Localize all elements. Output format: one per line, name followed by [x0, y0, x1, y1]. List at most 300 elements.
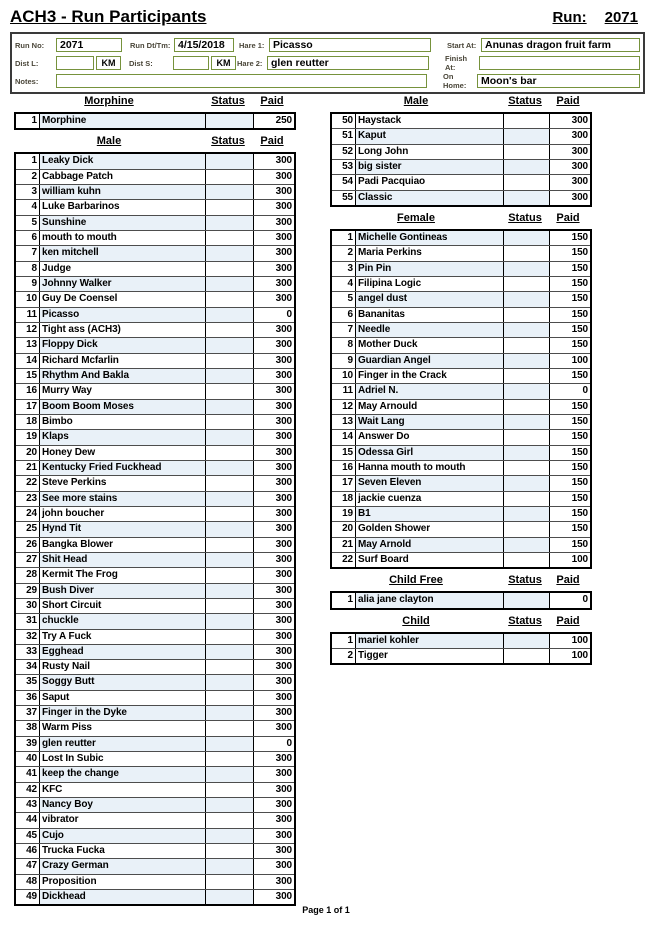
- dist-l-label: Dist L:: [15, 58, 39, 68]
- participant-name: Murry Way: [40, 384, 206, 398]
- participant-number: 7: [16, 246, 40, 260]
- participant-paid: 0: [254, 737, 294, 751]
- table-row: [16, 614, 294, 629]
- participant-paid: 300: [254, 507, 294, 521]
- participant-status: [206, 354, 254, 368]
- participant-number: 9: [16, 277, 40, 291]
- participant-paid: 300: [254, 430, 294, 444]
- table-row: [16, 721, 294, 736]
- participant-status: [206, 338, 254, 352]
- participant-name: Kentucky Fried Fuckhead: [40, 461, 206, 475]
- table-row: [332, 507, 590, 522]
- participant-name: vibrator: [40, 813, 206, 827]
- table-row: [16, 538, 294, 553]
- table-row: [332, 384, 590, 399]
- participant-number: 36: [16, 691, 40, 705]
- participant-number: 47: [16, 859, 40, 873]
- table-row: [16, 553, 294, 568]
- table-row: [332, 114, 590, 129]
- participant-paid: 300: [550, 114, 590, 128]
- participant-name: Finger in the Crack: [356, 369, 504, 383]
- paid-column-header: Paid: [556, 614, 580, 627]
- run-no-label: Run No:: [15, 40, 45, 50]
- table-row: [16, 323, 294, 338]
- run-number: 2071: [604, 9, 638, 26]
- participant-status: [504, 430, 550, 444]
- participant-number: 11: [332, 384, 356, 398]
- participant-paid: 300: [254, 384, 294, 398]
- table-row: [16, 277, 294, 292]
- table-row: [16, 369, 294, 384]
- participants-column-left: [14, 95, 296, 911]
- table-row: [16, 706, 294, 721]
- participant-number: 16: [16, 384, 40, 398]
- section-title: Morphine: [84, 95, 134, 107]
- participant-paid: 150: [550, 492, 590, 506]
- participant-name: alia jane clayton: [356, 593, 504, 607]
- participant-number: 10: [332, 369, 356, 383]
- participant-number: 8: [332, 338, 356, 352]
- table-row: [16, 630, 294, 645]
- table-row: [16, 185, 294, 200]
- dist-s-field: [173, 56, 209, 70]
- section-header: [14, 135, 296, 149]
- participant-status: [504, 461, 550, 475]
- table-row: [16, 507, 294, 522]
- participant-paid: 300: [254, 231, 294, 245]
- participant-paid: 300: [254, 660, 294, 674]
- participant-name: Nancy Boy: [40, 798, 206, 812]
- participant-paid: 300: [254, 645, 294, 659]
- participant-name: Needle: [356, 323, 504, 337]
- table-row: [16, 844, 294, 859]
- participant-status: [206, 384, 254, 398]
- table-row: [16, 415, 294, 430]
- participant-paid: 150: [550, 415, 590, 429]
- participant-status: [206, 154, 254, 168]
- participant-paid: 300: [254, 170, 294, 184]
- participant-status: [206, 614, 254, 628]
- participant-paid: 300: [254, 277, 294, 291]
- start-at-field: Anunas dragon fruit farm: [481, 38, 640, 52]
- table-row: [332, 145, 590, 160]
- participant-paid: 300: [254, 798, 294, 812]
- participant-status: [504, 384, 550, 398]
- table-row: [332, 338, 590, 353]
- notes-field: [56, 74, 427, 88]
- participant-name: william kuhn: [40, 185, 206, 199]
- participant-number: 33: [16, 645, 40, 659]
- participant-number: 20: [16, 446, 40, 460]
- participant-number: 19: [16, 430, 40, 444]
- participant-status: [206, 844, 254, 858]
- participant-name: May Arnold: [356, 538, 504, 552]
- table-row: [16, 476, 294, 491]
- participant-paid: 300: [254, 216, 294, 230]
- participant-status: [206, 430, 254, 444]
- participant-number: 32: [16, 630, 40, 644]
- participant-name: chuckle: [40, 614, 206, 628]
- table-row: [16, 752, 294, 767]
- participant-paid: 150: [550, 277, 590, 291]
- table-row: [16, 461, 294, 476]
- table-row: [332, 522, 590, 537]
- start-at-label: Start At:: [447, 40, 477, 50]
- participant-name: Morphine: [40, 114, 206, 128]
- participant-number: 1: [332, 231, 356, 245]
- participant-status: [206, 798, 254, 812]
- table-row: [16, 737, 294, 752]
- table-row: [16, 767, 294, 782]
- participant-number: 13: [16, 338, 40, 352]
- table-row: [16, 492, 294, 507]
- participant-paid: 150: [550, 507, 590, 521]
- participant-paid: 300: [254, 538, 294, 552]
- section-title: Male: [403, 95, 429, 107]
- participant-number: 24: [16, 507, 40, 521]
- notes-label: Notes:: [15, 76, 39, 86]
- participant-number: 28: [16, 568, 40, 582]
- participant-status: [206, 415, 254, 429]
- participant-table: [14, 112, 296, 130]
- table-row: [332, 538, 590, 553]
- participant-paid: 300: [254, 767, 294, 781]
- table-row: [16, 675, 294, 690]
- participant-status: [206, 660, 254, 674]
- participant-status: [206, 507, 254, 521]
- participant-paid: 100: [550, 354, 590, 368]
- participant-paid: 300: [254, 415, 294, 429]
- paid-column-header: Paid: [556, 211, 580, 224]
- participant-status: [504, 114, 550, 128]
- participant-status: [206, 400, 254, 414]
- table-row: [16, 691, 294, 706]
- participant-paid: 300: [254, 522, 294, 536]
- table-row: [16, 584, 294, 599]
- participant-status: [206, 114, 254, 128]
- table-row: [16, 798, 294, 813]
- table-row: [332, 246, 590, 261]
- participant-number: 31: [16, 614, 40, 628]
- participant-name: Odessa Girl: [356, 446, 504, 460]
- participant-paid: 0: [254, 308, 294, 322]
- participant-name: Lost In Subic: [40, 752, 206, 766]
- participant-paid: 300: [254, 859, 294, 873]
- participant-paid: 250: [254, 114, 294, 128]
- participant-name: Hanna mouth to mouth: [356, 461, 504, 475]
- participant-name: Long John: [356, 145, 504, 159]
- status-column-header: Status: [211, 135, 245, 148]
- participant-status: [206, 200, 254, 214]
- participant-name: Luke Barbarinos: [40, 200, 206, 214]
- participant-status: [206, 231, 254, 245]
- participant-name: Maria Perkins: [356, 246, 504, 260]
- participant-paid: 300: [254, 185, 294, 199]
- table-row: [16, 154, 294, 169]
- status-column-header: Status: [508, 574, 542, 587]
- participant-name: Pin Pin: [356, 262, 504, 276]
- participant-paid: 300: [254, 691, 294, 705]
- section-header: [330, 615, 592, 629]
- participant-paid: 150: [550, 246, 590, 260]
- participant-name: Seven Eleven: [356, 476, 504, 490]
- participant-table: [330, 112, 592, 207]
- participant-status: [206, 308, 254, 322]
- participant-number: 6: [16, 231, 40, 245]
- participant-number: 21: [332, 538, 356, 552]
- participant-number: 41: [16, 767, 40, 781]
- participant-name: keep the change: [40, 767, 206, 781]
- table-row: [16, 308, 294, 323]
- participant-paid: 300: [254, 400, 294, 414]
- participants-column-right: [330, 95, 592, 670]
- participant-name: Dickhead: [40, 890, 206, 904]
- participant-status: [206, 292, 254, 306]
- table-row: [16, 859, 294, 874]
- participant-paid: 300: [254, 675, 294, 689]
- participant-name: Floppy Dick: [40, 338, 206, 352]
- participant-status: [504, 246, 550, 260]
- participant-number: 43: [16, 798, 40, 812]
- table-row: [16, 292, 294, 307]
- participant-paid: 300: [254, 630, 294, 644]
- participant-status: [206, 277, 254, 291]
- participant-status: [206, 492, 254, 506]
- participant-paid: 300: [254, 553, 294, 567]
- participant-status: [206, 737, 254, 751]
- participant-name: KFC: [40, 783, 206, 797]
- participant-paid: 300: [254, 599, 294, 613]
- table-row: [16, 875, 294, 890]
- participant-name: Try A Fuck: [40, 630, 206, 644]
- participant-number: 38: [16, 721, 40, 735]
- participant-name: Filipina Logic: [356, 277, 504, 291]
- table-row: [332, 191, 590, 205]
- participant-paid: 300: [254, 721, 294, 735]
- participant-paid: 300: [254, 369, 294, 383]
- participant-status: [504, 354, 550, 368]
- table-row: [16, 216, 294, 231]
- participant-status: [206, 568, 254, 582]
- participant-number: 40: [16, 752, 40, 766]
- table-row: [332, 415, 590, 430]
- table-row: [332, 446, 590, 461]
- participant-paid: 150: [550, 476, 590, 490]
- participant-paid: 300: [254, 154, 294, 168]
- participant-paid: 300: [550, 191, 590, 205]
- participant-paid: 300: [254, 783, 294, 797]
- participant-number: 3: [332, 262, 356, 276]
- participant-number: 16: [332, 461, 356, 475]
- participant-number: 14: [16, 354, 40, 368]
- participant-paid: 0: [550, 384, 590, 398]
- table-row: [16, 599, 294, 614]
- participant-paid: 300: [254, 752, 294, 766]
- participant-number: 17: [16, 400, 40, 414]
- participant-number: 37: [16, 706, 40, 720]
- table-row: [16, 522, 294, 537]
- participant-paid: 300: [254, 246, 294, 260]
- participant-status: [206, 446, 254, 460]
- participant-name: Sunshine: [40, 216, 206, 230]
- participant-status: [504, 129, 550, 143]
- participant-number: 3: [16, 185, 40, 199]
- table-row: [16, 660, 294, 675]
- page-footer: Page 1 of 1: [302, 905, 350, 915]
- participant-paid: 300: [550, 160, 590, 174]
- participant-paid: 150: [550, 323, 590, 337]
- participant-name: Short Circuit: [40, 599, 206, 613]
- participant-paid: 150: [550, 461, 590, 475]
- participant-name: Tigger: [356, 649, 504, 663]
- participant-table: [330, 229, 592, 569]
- participant-status: [504, 593, 550, 607]
- participant-number: 20: [332, 522, 356, 536]
- paid-column-header: Paid: [260, 135, 284, 148]
- participant-name: Bimbo: [40, 415, 206, 429]
- participant-status: [206, 645, 254, 659]
- participant-name: Rusty Nail: [40, 660, 206, 674]
- participant-paid: 150: [550, 262, 590, 276]
- participant-name: Soggy Butt: [40, 675, 206, 689]
- participant-name: Steve Perkins: [40, 476, 206, 490]
- table-row: [332, 308, 590, 323]
- participant-status: [206, 829, 254, 843]
- participant-status: [206, 675, 254, 689]
- participant-name: Bananitas: [356, 308, 504, 322]
- participant-paid: 300: [254, 200, 294, 214]
- participant-number: 4: [332, 277, 356, 291]
- participant-paid: 150: [550, 308, 590, 322]
- participant-name: Michelle Gontineas: [356, 231, 504, 245]
- hare1-label: Hare 1:: [239, 40, 265, 50]
- table-row: [16, 246, 294, 261]
- participant-paid: 300: [254, 829, 294, 843]
- table-row: [16, 262, 294, 277]
- participant-table: [330, 591, 592, 609]
- participant-status: [206, 721, 254, 735]
- participant-name: Cabbage Patch: [40, 170, 206, 184]
- participant-status: [504, 492, 550, 506]
- participant-status: [206, 369, 254, 383]
- participant-number: 44: [16, 813, 40, 827]
- participant-number: 11: [16, 308, 40, 322]
- table-row: [332, 593, 590, 607]
- participant-number: 46: [16, 844, 40, 858]
- participant-paid: 150: [550, 538, 590, 552]
- participant-status: [206, 170, 254, 184]
- participant-number: 50: [332, 114, 356, 128]
- participant-status: [206, 767, 254, 781]
- participant-paid: 300: [254, 584, 294, 598]
- form-row-2: [15, 54, 640, 72]
- dist-s-label: Dist S:: [129, 58, 153, 68]
- participant-name: Classic: [356, 191, 504, 205]
- participant-number: 29: [16, 584, 40, 598]
- participant-number: 25: [16, 522, 40, 536]
- participant-status: [504, 160, 550, 174]
- participant-number: 5: [16, 216, 40, 230]
- section-header: [14, 95, 296, 109]
- participant-number: 7: [332, 323, 356, 337]
- run-info-box: [10, 32, 645, 94]
- table-row: [332, 553, 590, 567]
- participant-name: Kaput: [356, 129, 504, 143]
- participant-number: 23: [16, 492, 40, 506]
- participant-name: Proposition: [40, 875, 206, 889]
- participant-number: 27: [16, 553, 40, 567]
- participant-name: Wait Lang: [356, 415, 504, 429]
- section-header: [330, 574, 592, 588]
- participant-status: [206, 538, 254, 552]
- table-row: [332, 323, 590, 338]
- status-column-header: Status: [211, 95, 245, 107]
- run-no-field: 2071: [56, 38, 122, 52]
- section-header: [330, 95, 592, 109]
- dist-l-unit-box: KM: [96, 56, 121, 70]
- participant-number: 17: [332, 476, 356, 490]
- table-row: [332, 649, 590, 663]
- participant-status: [504, 507, 550, 521]
- participant-paid: 300: [254, 875, 294, 889]
- title-bar: [0, 0, 652, 27]
- dist-s-unit-box: KM: [211, 56, 236, 70]
- participant-paid: 100: [550, 649, 590, 663]
- participant-number: 22: [16, 476, 40, 490]
- participant-paid: 300: [254, 492, 294, 506]
- participant-name: See more stains: [40, 492, 206, 506]
- participant-paid: 100: [550, 634, 590, 648]
- participant-paid: 150: [550, 400, 590, 414]
- participant-number: 12: [16, 323, 40, 337]
- participant-number: 8: [16, 262, 40, 276]
- participant-status: [206, 185, 254, 199]
- table-row: [16, 783, 294, 798]
- participant-name: Adriel N.: [356, 384, 504, 398]
- on-home-field: Moon's bar: [477, 74, 640, 88]
- table-row: [16, 400, 294, 415]
- participant-status: [206, 890, 254, 904]
- participant-number: 42: [16, 783, 40, 797]
- participant-paid: 300: [254, 706, 294, 720]
- run-label: Run:: [552, 9, 587, 26]
- status-column-header: Status: [508, 211, 542, 224]
- section-title: Child: [402, 614, 430, 627]
- participant-status: [206, 752, 254, 766]
- participant-name: Padi Pacquiao: [356, 175, 504, 189]
- participant-name: Answer Do: [356, 430, 504, 444]
- participant-name: ken mitchell: [40, 246, 206, 260]
- participant-status: [504, 415, 550, 429]
- table-row: [332, 175, 590, 190]
- table-row: [16, 354, 294, 369]
- hare2-label: Hare 2:: [237, 58, 263, 68]
- participant-name: Warm Piss: [40, 721, 206, 735]
- participant-number: 4: [16, 200, 40, 214]
- participant-number: 55: [332, 191, 356, 205]
- participant-paid: 300: [254, 614, 294, 628]
- participant-number: 52: [332, 145, 356, 159]
- participant-paid: 300: [550, 145, 590, 159]
- participant-paid: 300: [254, 461, 294, 475]
- participant-name: Cujo: [40, 829, 206, 843]
- participant-paid: 150: [550, 369, 590, 383]
- participant-name: Judge: [40, 262, 206, 276]
- participant-status: [504, 175, 550, 189]
- participant-status: [206, 706, 254, 720]
- participant-name: big sister: [356, 160, 504, 174]
- participant-paid: 150: [550, 522, 590, 536]
